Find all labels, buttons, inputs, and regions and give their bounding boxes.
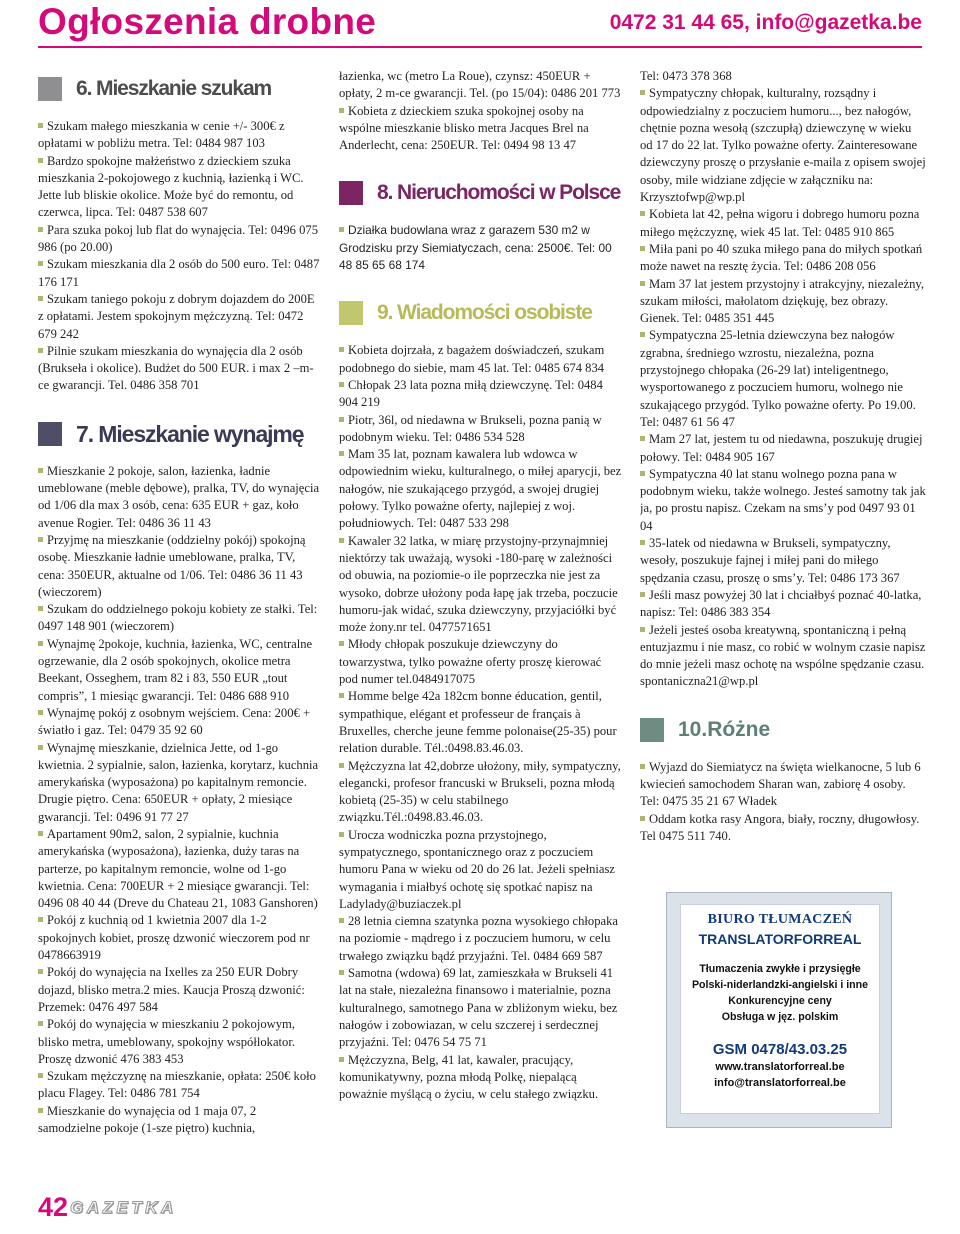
item-text: Sympatyczny chłopak, kulturalny, rozsądny i odpowiedzialny z poczuciem humoru..., bez nałogów, chętnie pozna wesołą (szczupłą) dziewczynę w wieku od 17 do 22 lat. Tylko poważne oferty. Zainteresowane dziewczyny proszę o przysłanie e-maila z opisem swojej osoby, mile widziane zdjęcie w załączniku na: Krzysztofwp@wp.pl <box>640 86 926 205</box>
bullet-square-icon <box>38 1073 43 1078</box>
bullet-square-icon <box>339 1057 344 1062</box>
bullet-square-icon <box>339 641 344 646</box>
ad-item <box>38 343 320 395</box>
bullet-square-icon <box>339 417 344 422</box>
item-text: Urocza wodniczka pozna przystojnego, sympatycznego, spontanicznego oraz z poczuciem humoru Pana w wieku od 20 do 26 lat. Jeżeli spełniasz wymagania i miałbyś ochotę się spotkać napisz na Ladylady@buziaczek.pl <box>339 827 615 911</box>
bullet-square-icon <box>38 969 43 974</box>
ad-item <box>339 342 622 377</box>
spacer <box>640 691 926 705</box>
ad-item <box>38 1016 320 1068</box>
spacer <box>339 274 622 288</box>
advert-email: info@translatorforreal.be <box>714 1077 846 1089</box>
item-text: Apartament 90m2, salon, 2 sypialnie, kuchnia amerykańska (wyposażona), łazienka, duży taras na parterze, po kapitalnym remoncie, wolne od 1-go kwietnia. Cena: 700EUR + 2 miesiące gwarancji. Tel: 0496 08 40 44 (Dreve du Chateau 21, 1083 Ganshoren) <box>38 826 318 911</box>
item-text: Wynajmę mieszkanie, dzielnica Jette, od 1-go kwietnia. 2 sypialnie, salon, łazienka, korytarz, kuchnia amerykańska (wyposażona) po kapitalnym remoncie. Drugie piętro. Cena: 650EUR + opłaty, 2 miesiące gwarancji. Tel: 0496 91 77 27 <box>38 740 319 824</box>
advert-brand: TRANSLATORFORREAL <box>698 931 862 947</box>
bullet-square-icon <box>640 540 645 545</box>
header-rule <box>38 46 922 48</box>
section-heading-8 <box>339 178 622 208</box>
ad-item <box>640 759 926 811</box>
bullet-square-icon <box>640 246 645 251</box>
ad-item <box>38 964 320 1016</box>
bullet-square-icon <box>38 537 43 542</box>
section-title: 10.Różne <box>678 717 771 741</box>
bullet-square-icon <box>38 606 43 611</box>
bullet-square-icon <box>38 158 43 163</box>
ad-item <box>640 85 926 206</box>
item-text: Przyjmę na mieszkanie (oddzielny pokój) spokojną osobę. Mieszkanie ładnie umeblowane, pralka, TV, cena: 350EUR, aktualne od 1/06. Tel: 0486 36 11 43 (wieczorem) <box>38 532 306 599</box>
section-9-list <box>339 342 622 1103</box>
item-text: Szukam mężczyznę na mieszkanie, opłata: 250€ koło placu Flagey. Tel: 0486 781 754 <box>38 1069 316 1101</box>
item-text: Kobieta z dzieckiem szuka spokojnej osoby na wspólne mieszkanie blisko metra Jacques Brel na Anderlecht, cena: 250EUR. Tel: 0494 98 13 47 <box>339 103 589 153</box>
item-text: 35-latek od niedawna w Brukseli, sympatyczny, wesoły, poszukuje fajnej i miłej pani do miłego spędzania czasu, proszę o sms’y. Tel: 0486 173 367 <box>640 536 900 585</box>
section-square-icon <box>339 181 363 205</box>
item-text: łazienka, wc (metro La Roue), czynsz: 450EUR + opłaty, 2 m-ce gwarancji. Tel. (po 15/04): 0486 201 773 <box>339 69 621 101</box>
item-text: Homme belge 42a 182cm bonne éducation, gentil, sympathique, elégant et professeur de français à Bruxelles, cherche jeune femme polonaise(25-35) pour relation durable. Tél.:0498.83.46.03. <box>339 689 617 756</box>
bullet-square-icon <box>38 1021 43 1026</box>
item-text: Mam 27 lat, jestem tu od niedawna, poszukuję drugiej połowy. Tel: 0484 905 167 <box>640 432 923 464</box>
ad-item <box>339 446 622 532</box>
ad-item <box>640 622 926 691</box>
ad-item <box>38 222 320 257</box>
ad-item <box>640 68 926 85</box>
item-text: Mieszkanie do wynajęcia od 1 maja 07, 2 samodzielne pokoje (1-sze piętro) kuchnia, <box>38 1103 257 1136</box>
item-text: Piotr, 36l, od niedawna w Brukseli, pozna panią w podobnym wieku. Tel: 0486 534 528 <box>339 412 602 444</box>
bullet-square-icon <box>38 917 43 922</box>
bullet-square-icon <box>640 90 645 95</box>
ad-item <box>640 811 926 846</box>
section-title: 7. Mieszkanie wynajmę <box>76 420 304 447</box>
bullet-square-icon <box>640 816 645 821</box>
bullet-square-icon <box>640 332 645 337</box>
section-10-list <box>640 759 926 845</box>
ad-item <box>640 466 926 535</box>
section-heading-9 <box>339 298 622 328</box>
item-text: Mężczyzna, Belg, 41 lat, kawaler, pracujący, komunikatywny, pozna młodą Polkę, niepalącą poważnie myślącą o życiu, w celu stałego związku. <box>339 1052 599 1102</box>
advert-line: Polski-niderlandzki-angielski i inne <box>691 979 869 991</box>
item-text: Oddam kotka rasy Angora, biały, roczny, długowłosy. Tel 0475 511 740. <box>640 811 920 843</box>
item-text: Chłopak 23 lata pozna miłą dziewczynę. Tel: 0484 904 219 <box>339 377 603 410</box>
bullet-square-icon <box>38 710 43 715</box>
ad-item <box>339 758 622 827</box>
advert-website: www.translatorforreal.be <box>715 1061 845 1073</box>
ad-item <box>339 68 622 103</box>
item-text: Miła pani po 40 szuka miłego pana do miłych spotkań może nawet na resztę życia. Tel: 0486 208 056 <box>640 241 923 274</box>
item-text: Kawaler 32 latka, w miarę przystojny-przynajmniej niektórzy tak uważają, wysoki -180-parę w zależności od obuwia, na poziomie-o ile poprzeczka nie jest za wysoko, dobrze ułożony poda łapę jak trzeba, poczucie humoru-jak widać, szuka dziewczyny, przyjaciółki być może żony.nr tel. 0477571651 <box>339 533 618 635</box>
ad-item <box>339 222 622 274</box>
bullet-square-icon <box>38 348 43 353</box>
advert-lines <box>681 961 879 1025</box>
section-square-icon <box>339 301 363 325</box>
column-1 <box>38 68 320 1188</box>
item-text: Wynajmę 2pokoje, kuchnia, łazienka, WC, centralne ogrzewanie, dla 2 osób spokojnych, okolice metra Beekant, Osseghem, tram 82 i 83, 550 EUR „tout compris”, 1 miesiąc gwarancji. Tel: 0486 688 910 <box>38 636 313 703</box>
bullet-square-icon <box>38 261 43 266</box>
column-2 <box>339 68 622 1196</box>
section-square-icon <box>38 77 62 101</box>
section-title: 8. Nieruchomości w Polsce <box>377 181 621 205</box>
section-8-list <box>339 222 622 274</box>
page-header <box>0 0 960 50</box>
bullet-square-icon <box>339 693 344 698</box>
item-text: Szukam małego mieszkania w cenie +/- 300€ z opłatami w pobliżu metra. Tel: 0484 987 103 <box>38 119 285 151</box>
ad-item <box>38 291 320 343</box>
bullet-square-icon <box>38 296 43 301</box>
ad-item <box>38 532 320 601</box>
item-text: Bardzo spokojne małżeństwo z dzieckiem szuka mieszkania 2-pokojowego z kuchnią, łazienką i WC. Jette lub bliskie okolice. Może być do remontu, od czerwca, lipca. Tel: 0487 538 607 <box>38 153 304 220</box>
bullet-square-icon <box>339 108 344 113</box>
ad-item <box>38 740 320 826</box>
item-text: Szukam do oddzielnego pokoju kobiety ze stałki. Tel: 0497 148 901 (wieczorem) <box>38 602 318 634</box>
item-text: Wyjazd do Siemiatycz na święta wielkanocne, 5 lub 6 kwiecień samochodem Sharan wan, zabiorę 4 osoby. Tel: 0475 35 21 67 Władek <box>640 759 921 809</box>
bullet-square-icon <box>38 1108 43 1113</box>
bullet-square-icon <box>38 123 43 128</box>
ad-item <box>339 913 622 965</box>
spacer <box>38 395 320 409</box>
item-text: Szukam mieszkania dla 2 osób do 500 euro. Tel: 0487 176 171 <box>38 257 320 289</box>
ad-item <box>38 826 320 912</box>
ad-item <box>640 587 926 622</box>
ad-item <box>339 412 622 447</box>
bullet-square-icon <box>339 451 344 456</box>
item-text: Kobieta lat 42, pełna wigoru i dobrego humoru pozna miłego mężczyznę, wiek 45 lat. Tel: 0485 910 865 <box>640 207 920 239</box>
page-number: 42 <box>38 1192 69 1222</box>
ad-item <box>38 256 320 291</box>
bullet-square-icon <box>640 592 645 597</box>
item-text: Pokój do wynajęcia na Ixelles za 250 EUR Dobry dojazd, blisko metra.2 mies. Kaucja Proszą dzwonić: Przemek: 0476 497 584 <box>38 965 305 1014</box>
page-title: Ogłoszenia drobne <box>38 1 377 42</box>
advert-title: BIURO TŁUMACZEŃ <box>707 912 853 927</box>
ad-item <box>38 705 320 740</box>
bullet-square-icon <box>640 436 645 441</box>
item-text: Mam 37 lat jestem przystojny i atrakcyjny, niezależny, szukam miłości, małolatom dziękuję, bez obrazy. Gienek. Tel: 0485 351 445 <box>640 276 924 326</box>
bullet-square-icon <box>640 471 645 476</box>
ad-item <box>339 377 622 412</box>
bullet-square-icon <box>339 763 344 768</box>
item-text: Jeśli masz powyżej 30 lat i chciałbyś poznać 40-latka, napisz: Tel: 0486 383 354 <box>640 587 922 620</box>
bullet-square-icon <box>640 211 645 216</box>
ad-item <box>640 241 926 276</box>
section-heading-10 <box>640 715 926 745</box>
gazetka-logo: GAZETKA <box>70 1198 177 1217</box>
item-text: Młody chłopak poszukuje dziewczyny do towarzystwa, tylko poważne oferty proszę kierować pod numer tel.0484917075 <box>339 637 602 687</box>
item-text: Pokój do wynajęcia w mieszkaniu 2 pokojowym, blisko metra, umeblowany, spokojny współlokator. Proszę dzwonić 476 383 453 <box>38 1017 295 1066</box>
item-text: Sympatyczna 25-letnia dziewczyna bez nałogów zgrabna, średniego wzrostu, niezależna, pozna przystojnego chłopaka (26-29 lat) inteligentnego, wysportowanego z poczuciem humoru, wolnego nie szukającego przygód. Tylko poważne oferty. Po 19.00. Tel: 0487 61 56 47 <box>640 328 916 429</box>
item-text: Pokój z kuchnią od 1 kwietnia 2007 dla 1-2 spokojnych kobiet, proszę dzwonić wieczorem pod nr 0478663919 <box>38 913 310 963</box>
section-7-continued-list <box>339 68 622 154</box>
item-text: 28 letnia ciemna szatynka pozna wysokiego chłopaka na poziomie - mądrego i z poczuciem humoru, w celu trwałego związku bądź przyjaźni. Tel. 0484 669 587 <box>339 914 618 963</box>
bullet-square-icon <box>38 227 43 232</box>
ad-item <box>38 636 320 705</box>
advert-line: Konkurencyjne ceny <box>728 995 832 1007</box>
bullet-square-icon <box>38 745 43 750</box>
item-text: Sympatyczna 40 lat stanu wolnego pozna pana w podobnym wieku, także wolnego. Jesteś samotny tak jak ja, po prostu napisz. Czekam na sms’y pod 0497 93 01 04 <box>640 466 926 533</box>
item-text: Samotna (wdowa) 69 lat, zamieszkała w Brukseli 41 lat na stałe, niezależna finansowo i materialnie, pozna kulturalnego, samotnego Pana w zbliżonym wieku, bez nałogów i zobowiazan, w celu szczerej i serdecznej przyjaźni. Tel: 0476 54 75 71 <box>339 966 618 1050</box>
ad-item <box>339 636 622 688</box>
item-text: Szukam taniego pokoju z dobrym dojazdem do 200E z opłatami. Jestem spokojnym mężczyzną. Tel: 0472 679 242 <box>38 291 315 341</box>
item-text: Kobieta dojrzała, z bagażem doświadczeń, szukam podobnego do siebie, mam 45 lat. Tel: 0485 674 834 <box>339 343 605 375</box>
page-footer <box>38 1188 238 1228</box>
bullet-square-icon <box>339 227 344 232</box>
ad-item <box>38 463 320 532</box>
ad-item <box>339 688 622 757</box>
ad-item <box>640 206 926 241</box>
ad-item <box>640 535 926 587</box>
bullet-square-icon <box>339 347 344 352</box>
advert-line: Obsługa w jęz. polskim <box>721 1011 839 1023</box>
ad-item <box>339 103 622 155</box>
ad-item <box>640 276 926 328</box>
bullet-square-icon <box>640 764 645 769</box>
item-text: Mam 35 lat, poznam kawalera lub wdowca w odpowiednim wieku, kulturalnego, o miłej aparycji, bez nałogów, nie szukającego przygód, a swojej drugiej połowy. Tylko poważne oferty, najlepiej z woj. południowych. Tel: 0487 533 298 <box>339 447 622 531</box>
translator-advert <box>666 892 892 1128</box>
section-7-list <box>38 463 320 1138</box>
ad-item <box>38 1103 320 1138</box>
section-title: 9. Wiadomości osobiste <box>377 301 592 325</box>
item-text: Działka budowlana wraz z garazem 530 m2 w Grodzisku przy Siemiatyczach, cena: 2500€. Tel: 00 48 85 65 68 174 <box>339 223 612 273</box>
section-heading-7 <box>38 419 320 449</box>
item-text: Mieszkanie 2 pokoje, salon, łazienka, ładnie umeblowane (meble dębowe), pralka, TV, do wynajęcia od 1/06 dla max 3 osób, cena: 635 EUR + gaz, koło avenue Rogier. Tel: 0486 36 11 43 <box>38 463 320 530</box>
item-text: Jeżeli jesteś osoba kreatywną, spontaniczną i pełną entuzjazmu i nie masz, co robić w wolnym czasie napisz do mnie jeżeli masz ochotę na wspólne spędzanie czasu. spontaniczna21@wp.pl <box>640 622 926 689</box>
ad-item <box>640 327 926 431</box>
bullet-square-icon <box>339 382 344 387</box>
ad-item <box>38 118 320 153</box>
bullet-square-icon <box>38 641 43 646</box>
ad-item <box>38 1068 320 1103</box>
section-6-list <box>38 118 320 395</box>
bullet-square-icon <box>38 468 43 473</box>
ad-item <box>339 965 622 1051</box>
header-contact: 0472 31 44 65, info@gazetka.be <box>609 11 922 34</box>
item-text: Wynajmę pokój z osobnym wejściem. Cena: 200€ + światło i gaz. Tel: 0479 35 92 60 <box>38 705 311 738</box>
bullet-square-icon <box>339 970 344 975</box>
item-text: Pilnie szukam mieszkania do wynajęcia dla 2 osób (Brukseła i okolice). Budżet do 500 EUR. i max 2 –m-ce gwarancji. Tel. 0486 358 701 <box>38 343 314 393</box>
bullet-square-icon <box>38 831 43 836</box>
section-square-icon <box>38 422 62 446</box>
ad-item <box>339 533 622 637</box>
advert-line: Tłumaczenia zwykłe i przysięgłe <box>699 963 861 975</box>
section-9-continued-list <box>640 68 926 85</box>
ad-item <box>38 912 320 964</box>
ad-item <box>38 153 320 222</box>
bullet-square-icon <box>640 281 645 286</box>
bullet-square-icon <box>640 627 645 632</box>
advert-phone: GSM 0478/43.03.25 <box>712 1041 848 1058</box>
bullet-square-icon <box>339 538 344 543</box>
ad-item <box>339 827 622 913</box>
ad-item <box>38 601 320 636</box>
section-9-more-list <box>640 85 926 690</box>
ad-item <box>339 1052 622 1104</box>
bullet-square-icon <box>339 832 344 837</box>
item-text: Tel: 0473 378 368 <box>640 69 732 83</box>
bullet-square-icon <box>339 918 344 923</box>
item-text: Mężczyzna lat 42,dobrze ułożony, miły, sympatyczny, elegancki, profesor francuski w Brukseli, pozna młodą kobietą (25-35) w celu stabilnego związku.Tél.:0498.83.46.03. <box>339 758 621 825</box>
spacer <box>339 154 622 168</box>
advert-panel <box>680 904 880 1114</box>
section-heading-6 <box>38 74 320 104</box>
item-text: Para szuka pokoj lub flat do wynajęcia. Tel: 0496 075 986 (po 20.00) <box>38 222 318 255</box>
section-square-icon <box>640 718 664 742</box>
section-title: 6. Mieszkanie szukam <box>76 77 272 100</box>
ad-item <box>640 431 926 466</box>
